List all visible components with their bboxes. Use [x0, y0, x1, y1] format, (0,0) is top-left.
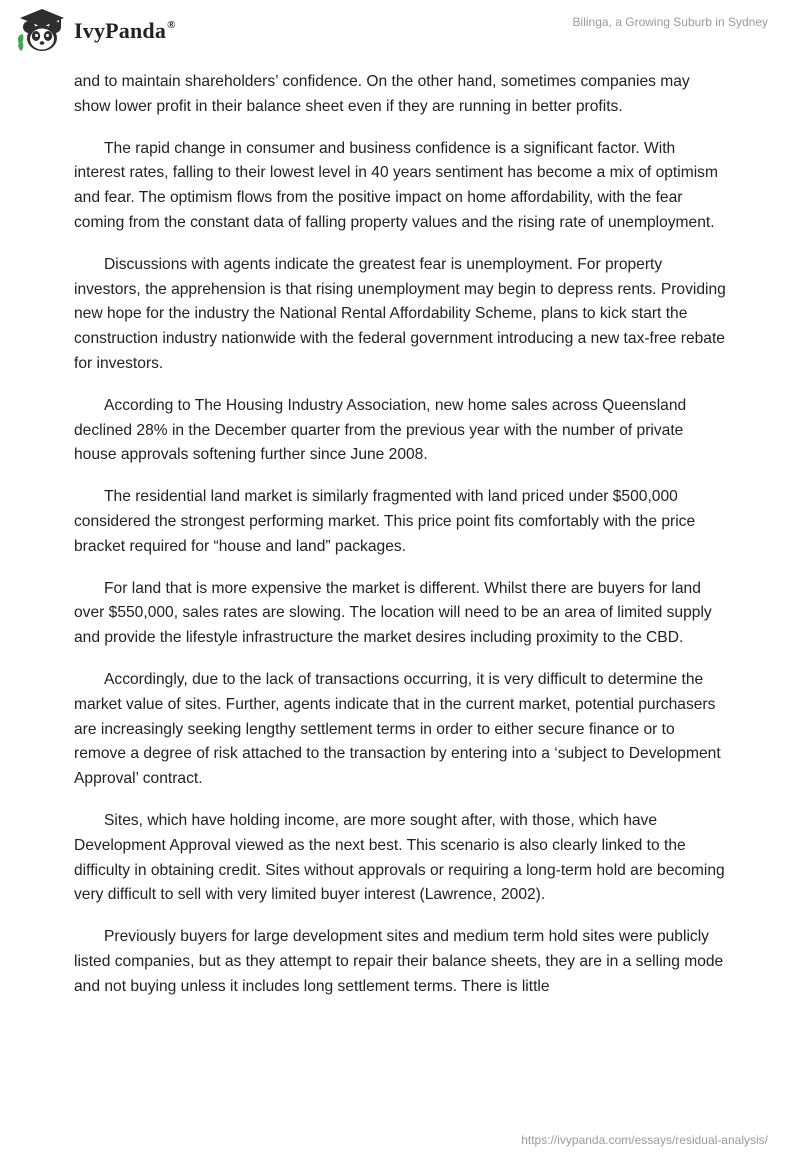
source-url[interactable]: https://ivypanda.com/essays/residual-analysis/ [521, 1133, 768, 1147]
paragraph: For land that is more expensive the market is different. Whilst there are buyers for land over $550,000, sales rates are slowing. The location will need to be an area of limited supply and provide the lifestyle infrastructure the market desires including proximity to the CBD. [74, 579, 712, 647]
brand-name: IvyPanda® [74, 18, 176, 43]
paragraph: Previously buyers for large development sites and medium term hold sites were publicly listed companies, but as they attempt to repair their balance sheets, they are in a selling mode and not buying unless it includes long settlement terms. There is little [74, 928, 724, 995]
paragraph: and to maintain shareholders’ confidence. On the other hand, sometimes companies may show lower profit in their balance sheet even if they are running in better profits. [74, 73, 690, 115]
paragraph: Discussions with agents indicate the greatest fear is unemployment. For property investors, the apprehension is that rising unemployment may begin to depress rents. Providing new hope for the industry the National Rental Affordability Scheme, plans to kick start the construction industry nationwide with the federal government introducing a new tax-free rebate for investors. [74, 255, 726, 372]
paragraph: Accordingly, due to the lack of transactions occurring, it is very difficult to determine the market value of sites. Further, agents indicate that in the current market, potential purchasers are increasingly seeking lengthy settlement terms in order to either secure finance or to remove a degree of risk attached to the transaction by entering into a ‘subject to Development Approval’ contract. [74, 670, 721, 788]
page-header [0, 0, 800, 70]
brand-logo[interactable] [14, 7, 176, 55]
paragraph: Sites, which have holding income, are more sought after, with those, which have Development Approval viewed as the next best. This scenario is also clearly linked to the difficulty in obtaining credit. Sites without approvals or requiring a long-term hold are becoming very difficult to sell with very limited buyer interest (Lawrence, 2002). [74, 811, 725, 904]
registered-mark: ® [167, 19, 176, 31]
paragraph: According to The Housing Industry Association, new home sales across Queensland declined 28% in the December quarter from the previous year with the number of private house approvals softening further since June 2008. [74, 396, 687, 464]
essay-body [74, 70, 726, 1017]
paragraph: The residential land market is similarly fragmented with land priced under $500,000 considered the strongest performing market. This price point fits comfortably with the price bracket required for “house and land” packages. [74, 488, 696, 555]
panda-graduate-icon [14, 7, 70, 55]
paragraph: The rapid change in consumer and business confidence is a significant factor. With interest rates, falling to their lowest level in 40 years sentiment has become a mix of optimism and fear. The optimism flows from the positive impact on home affordability, with the fear coming from the constant data of falling property values and the rising rate of unemployment. [74, 139, 718, 231]
document-title: Bilinga, a Growing Suburb in Sydney [572, 15, 768, 29]
